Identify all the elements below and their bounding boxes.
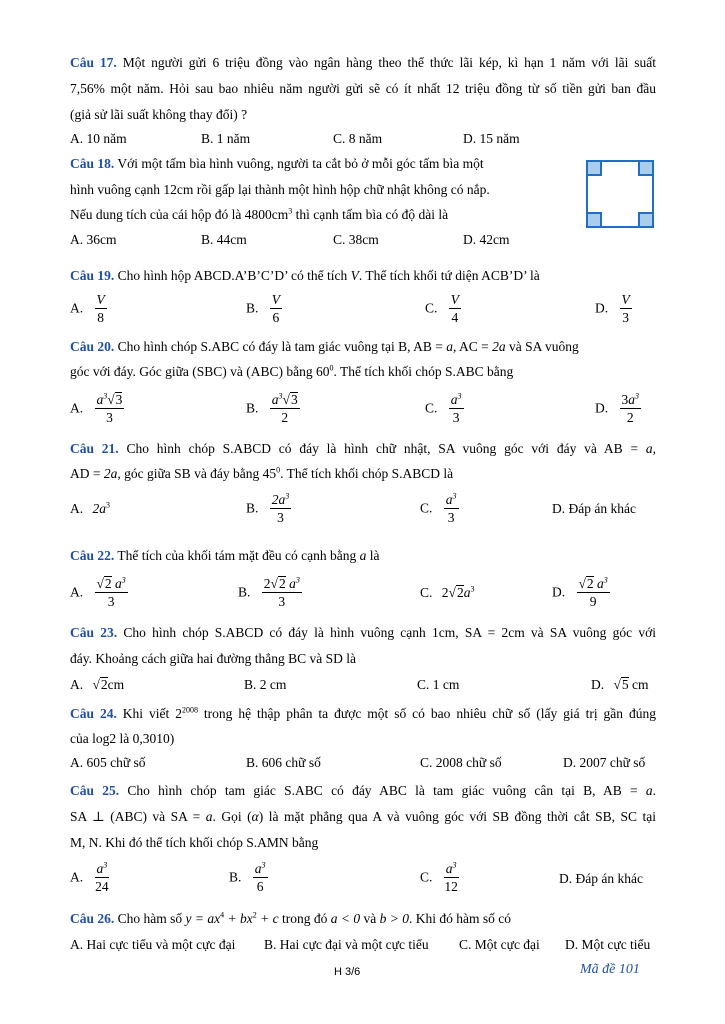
- q26-text-1c: . Khi đó hàm số có: [408, 911, 511, 926]
- q21-option-c: C. $\frac{a^3}{3}$: [420, 491, 457, 525]
- q21-option-a: A. $2a^3$: [70, 500, 110, 516]
- q20-text-2b: . Thể tích khối chóp S.ABC bằng: [333, 364, 514, 379]
- q20-c-num-var: a: [450, 392, 458, 407]
- q19-option-c: [425, 292, 461, 327]
- q24-option-b: B. 606 chữ số: [246, 755, 321, 770]
- q26-option-d: D. Một cực tiểu: [565, 937, 651, 952]
- q23-option-c: C. 1 cm: [417, 677, 460, 692]
- q22-b-num-var: a: [289, 576, 296, 591]
- q17-option-b: B. 1 năm: [201, 131, 251, 146]
- q26-option-c: C. Một cực đại: [459, 937, 540, 952]
- q17-label: Câu 17.: [70, 55, 117, 70]
- q25-label: Câu 25.: [70, 783, 120, 798]
- q26-text-1a: Cho hàm số: [117, 911, 186, 926]
- figure-corner-bottom-left: [587, 213, 601, 227]
- q18-line-1: [70, 155, 580, 173]
- q20-d-den: 2: [626, 410, 634, 425]
- q25-text-1b: .: [652, 783, 656, 798]
- q22-option-b: B. $\frac{2√2 a^3}{3}$: [238, 575, 300, 609]
- q20-d-num-var: a: [628, 392, 635, 407]
- q21-text-1a: Cho hình chóp S.ABCD có đáy là hình chữ nhật, SA vuông góc với đáy và AB =: [126, 441, 646, 456]
- q21-label: Câu 21.: [70, 441, 119, 456]
- q25-option-d: D. Đáp án khác: [559, 871, 643, 886]
- q26-condition-2: b > 0: [379, 911, 409, 926]
- q19-b-num: V: [271, 292, 281, 307]
- q22-option-c: C. $2√2a^3$: [420, 584, 475, 600]
- q23-option-b: B. 2 cm: [244, 677, 287, 692]
- q22-b-den: 3: [278, 594, 286, 609]
- q22-var-a: a: [359, 548, 367, 563]
- q26-option-a: A. Hai cực tiểu và một cực đại: [70, 937, 236, 952]
- q20-b-den: 2: [281, 410, 289, 425]
- q17-line-2: 7,56% một năm. Hỏi sau bao nhiêu năm người gửi sẽ có ít nhất 12 triệu đồng từ số tiền gửi ban đầu: [70, 81, 656, 96]
- q26-text-1b: trong đó: [278, 911, 331, 926]
- q22-option-d: D. $\frac{√2 a^3}{9}$: [552, 575, 608, 609]
- q20-var-2a: 2a: [492, 339, 506, 354]
- q25-text-2a: SA ⊥ (ABC) và SA =: [70, 809, 206, 824]
- q26-function-start: y = ax: [185, 911, 221, 926]
- q22-a-num-var: a: [115, 576, 122, 591]
- q25-line-1: [70, 782, 656, 800]
- q25-option-b-letter: B.: [229, 869, 242, 885]
- q21-option-a-letter: A.: [70, 501, 84, 516]
- q22-a-den: 3: [107, 594, 115, 609]
- q19-option-d-letter: D.: [595, 300, 609, 316]
- q21-option-c-letter: C.: [420, 500, 433, 516]
- q21-option-b-letter: B.: [246, 500, 259, 516]
- q25-option-c-letter: C.: [420, 869, 433, 885]
- q20-label: Câu 20.: [70, 339, 115, 354]
- q25-a-num: a: [96, 861, 104, 876]
- q24-label: Câu 24.: [70, 706, 117, 721]
- q19-c-num: V: [450, 292, 460, 307]
- q20-text-1c: và SA vuông: [505, 339, 579, 354]
- q24-line-2: của log2 là 0,3010): [70, 731, 175, 746]
- q20-option-d: D. $\frac{3a^3}{2}$: [595, 391, 639, 425]
- q23-line-1: [70, 624, 656, 642]
- q25-text-2b: . Gọi (: [212, 809, 252, 824]
- q22-line-1: [70, 547, 656, 565]
- q20-a-den: 3: [106, 410, 113, 425]
- q25-text-1a: Cho hình chóp tam giác S.ABC có đáy ABC là tam giác vuông cân tại B, AB =: [127, 783, 646, 798]
- q20-a-num-var: a: [96, 392, 104, 407]
- q25-option-b: B. $\frac{a^3}{6}$: [229, 860, 266, 894]
- q20-option-c-letter: C.: [425, 400, 438, 416]
- q23-option-d: D. √5 cm: [591, 677, 649, 692]
- q20-line-1: [70, 338, 656, 356]
- q19-text-b: . Thể tích khối tứ diện ACB’D’ là: [358, 268, 540, 283]
- q25-alpha: α: [251, 809, 259, 824]
- q17-option-c: C. 8 năm: [333, 131, 383, 146]
- q25-b-num: a: [254, 861, 262, 876]
- q21-b-num: 2a: [271, 492, 286, 507]
- q20-c-den: 3: [452, 410, 460, 425]
- q21-var-2a: 2a: [103, 466, 118, 481]
- q22-c-var: a: [463, 585, 471, 600]
- q25-var-a2: a: [205, 809, 213, 824]
- q22-text: Thể tích của khối tám mặt đều có cạnh bằng: [117, 548, 360, 563]
- q20-var-a: a: [446, 339, 453, 354]
- q22-option-a: A. $\frac{√2 a^3}{3}$: [70, 575, 126, 609]
- q25-c-num: a: [445, 861, 453, 876]
- q25-a-den: 24: [95, 879, 109, 894]
- q21-a-value: 2a: [92, 501, 106, 516]
- q23-option-a-letter: A.: [70, 677, 84, 692]
- figure-corner-bottom-right: [639, 213, 653, 227]
- q17-option-a: A. 10 năm: [70, 131, 127, 146]
- q24-text-1b: trong hệ thập phân ta được một số có bao nhiêu chữ số (lấy giá trị gần đúng: [197, 706, 656, 721]
- q19-option-b: [246, 292, 282, 327]
- q20-text-1b: , AC =: [452, 339, 493, 354]
- q21-c-num: a: [445, 492, 453, 507]
- q20-text-1a: Cho hình chóp S.ABC có đáy là tam giác vuông tại B, AB =: [117, 339, 447, 354]
- q18-text-1: Với một tấm bìa hình vuông, người ta cắt bỏ ở mỗi góc tấm bìa một: [117, 156, 484, 171]
- q20-option-b-letter: B.: [246, 400, 259, 416]
- q19-d-num: V: [621, 292, 630, 307]
- q19-text-a: Cho hình hộp ABCD.A’B’C’D’ có thể tích: [117, 268, 351, 283]
- q24-text-1a: Khi viết 2: [122, 706, 182, 721]
- q19-option-a: [70, 292, 107, 327]
- q20-text-2a: góc với đáy. Góc giữa (SBC) và (ABC) bằng 60: [70, 364, 330, 379]
- q23-option-d-letter: D.: [591, 677, 605, 692]
- q25-c-den: 12: [444, 879, 458, 894]
- q18-text-3b: thì cạnh tấm bìa có độ dài là: [292, 207, 449, 222]
- q21-option-b: B. $\frac{2a^3}{3}$: [246, 491, 290, 525]
- q21-text-2b: , góc giữa SB và đáy bằng 45: [117, 466, 277, 481]
- exam-code: Mã đề 101: [580, 962, 640, 977]
- q25-option-a: A. $\frac{a^3}{24}$: [70, 860, 109, 894]
- q19-label: Câu 19.: [70, 268, 115, 283]
- q19-option-c-letter: C.: [425, 300, 438, 316]
- q25-b-den: 6: [256, 879, 264, 894]
- q18-option-b: B. 44cm: [201, 232, 247, 247]
- q23-text-1: Cho hình chóp S.ABCD có đáy là hình vuông cạnh 1cm, SA = 2cm và SA vuông góc với: [123, 625, 656, 640]
- q26-option-b: B. Hai cực đại và một cực tiểu: [264, 937, 429, 952]
- figure-corner-top-right: [639, 161, 653, 175]
- q19-option-a-letter: A.: [70, 300, 84, 316]
- q22-d-num-var: a: [597, 576, 604, 591]
- q25-option-a-letter: A.: [70, 869, 84, 885]
- q24-option-a: A. 605 chữ số: [70, 755, 146, 770]
- q20-line-2: góc với đáy. Góc giữa (SBC) và (ABC) bằng $60^0$. Thể tích khối chóp S.ABC bằng: [70, 363, 514, 379]
- q25-line-3: M, N. Khi đó thể tích khối chóp S.AMN bằng: [70, 835, 319, 850]
- q22-option-c-letter: C.: [420, 585, 433, 600]
- q18-label: Câu 18.: [70, 156, 115, 171]
- q25-line-2: [70, 808, 656, 826]
- q20-d-coef: 3: [621, 392, 629, 407]
- q24-option-d: D. 2007 chữ số: [563, 755, 646, 770]
- q23-option-a: A. √2cm: [70, 677, 125, 692]
- q19-var-v: V: [350, 268, 359, 283]
- q17-option-d: D. 15 năm: [463, 131, 520, 146]
- q23-line-2: đáy. Khoảng cách giữa hai đường thẳng BC và SD là: [70, 651, 356, 666]
- q18-option-a: A. 36cm: [70, 232, 117, 247]
- q19-c-den: 4: [451, 310, 459, 325]
- figure-corner-top-left: [587, 161, 601, 175]
- q22-d-den: 9: [589, 594, 597, 609]
- q22-c-coef: 2: [441, 585, 449, 600]
- q26-line-1: Câu 26. Cho hàm số $y = ax^4 + bx^2 + c$ trong đó a < 0 và b > 0. Khi đó hàm số có: [70, 910, 511, 926]
- q21-text-2c: . Thể tích khối chóp S.ABCD là: [280, 466, 454, 481]
- q20-option-d-letter: D.: [595, 400, 609, 416]
- q17-text-1: Một người gửi 6 triệu đồng vào ngân hàng theo thể thức lãi kép, kì hạn 1 năm với lãi suất: [122, 55, 657, 70]
- q22-text-end: là: [366, 548, 380, 563]
- q18-text-3a: Nếu dung tích của cái hộp đó là 4800cm: [70, 207, 289, 222]
- q26-and: và: [360, 911, 380, 926]
- q25-text-2c: ) là mặt phẳng qua A và vuông góc với SB đồng thời cắt SB, SC tại: [258, 809, 656, 824]
- q22-option-a-letter: A.: [70, 584, 84, 600]
- q19-d-den: 3: [622, 310, 629, 325]
- q24-option-c: C. 2008 chữ số: [420, 755, 502, 770]
- q19-b-den: 6: [272, 310, 280, 325]
- q19-option-d: [595, 292, 632, 327]
- page-number: H 3/6: [334, 966, 361, 978]
- q21-var-a: a: [645, 441, 653, 456]
- q23-a-unit: cm: [107, 677, 125, 692]
- q19-option-b-letter: B.: [246, 300, 259, 316]
- q26-label: Câu 26.: [70, 911, 115, 926]
- q21-c-den: 3: [447, 510, 455, 525]
- q23-label: Câu 23.: [70, 625, 118, 640]
- q18-line-2: hình vuông cạnh 12cm rồi gấp lại thành một hình hộp chữ nhật không có nắp.: [70, 182, 490, 197]
- q20-option-a-letter: A.: [70, 400, 84, 416]
- q20-b-num-var: a: [271, 392, 279, 407]
- q25-option-c: C. $\frac{a^3}{12}$: [420, 860, 458, 894]
- q24-line-1: [70, 705, 656, 723]
- q21-line-2: AD = 2a, góc giữa SB và đáy bằng $45^0$. Thể tích khối chóp S.ABCD là: [70, 465, 454, 481]
- q23-d-unit: cm: [632, 677, 649, 692]
- q18-option-d: D. 42cm: [463, 232, 510, 247]
- q24-exponent: 2008: [181, 705, 198, 715]
- q19-line-1: [70, 267, 656, 285]
- q17-line-1: [70, 54, 656, 72]
- q22-option-d-letter: D.: [552, 584, 566, 600]
- q21-line-1: [70, 440, 656, 458]
- q21-text-1b: ,: [652, 441, 656, 456]
- q19-a-den: 8: [97, 310, 104, 325]
- q21-option-d: D. Đáp án khác: [552, 501, 636, 516]
- q20-option-b: B. $\frac{a^3√3}{2}$: [246, 391, 298, 425]
- q25-var-a: a: [645, 783, 653, 798]
- q22-label: Câu 22.: [70, 548, 115, 563]
- q21-text-2a: AD =: [70, 466, 104, 481]
- q26-condition-1: a < 0: [330, 911, 361, 926]
- q21-b-den: 3: [277, 510, 284, 525]
- q22-option-b-letter: B.: [238, 584, 251, 600]
- q22-b-coef: 2: [263, 576, 271, 591]
- cardboard-square-figure: [586, 160, 654, 228]
- q18-option-c: C. 38cm: [333, 232, 379, 247]
- q17-line-3: (giả sử lãi suất không thay đổi) ?: [70, 107, 248, 122]
- q18-line-3: Nếu dung tích của cái hộp đó là $4800cm^3$ thì cạnh tấm bìa có độ dài là: [70, 206, 449, 222]
- q20-option-a: A. $\frac{a^3√3}{3}$: [70, 391, 123, 425]
- q20-option-c: C. $\frac{a^3}{3}$: [425, 391, 462, 425]
- q19-a-num: V: [96, 292, 105, 307]
